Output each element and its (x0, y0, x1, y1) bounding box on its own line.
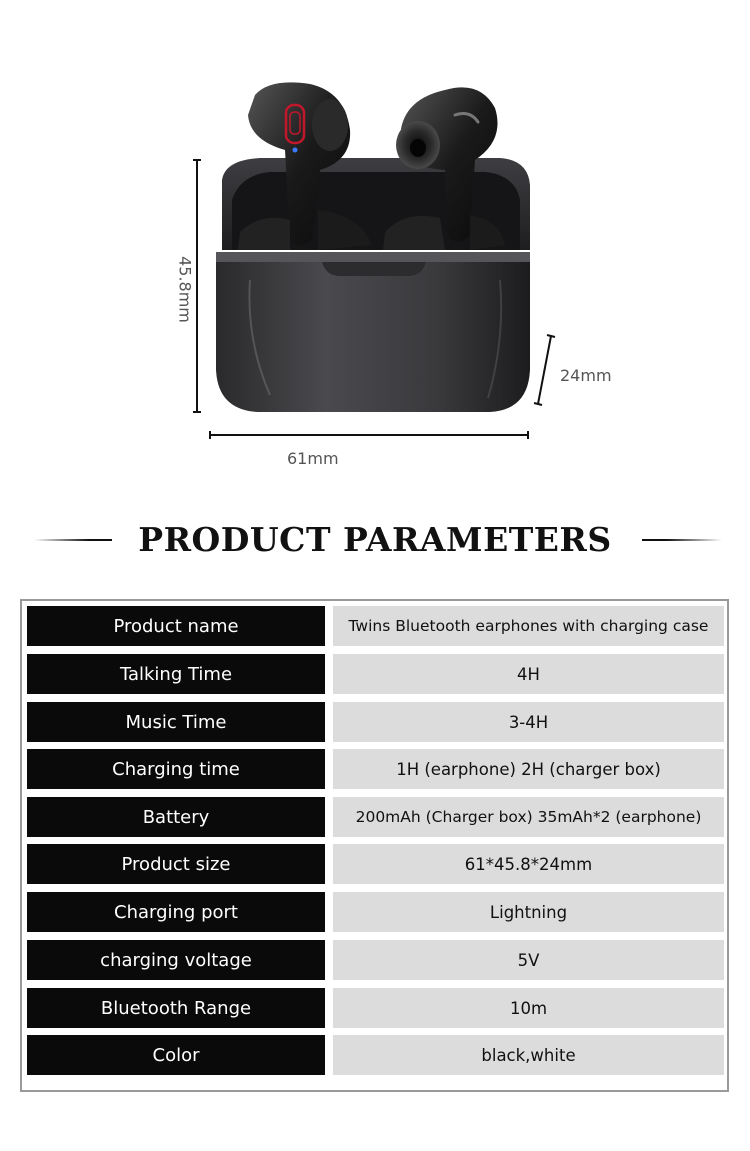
earbuds-case-illustration (0, 0, 750, 500)
table-row (27, 940, 724, 980)
parameter-value: 1H (earphone) 2H (charger box) (333, 749, 724, 789)
section-heading (0, 510, 750, 570)
parameter-label: Music Time (27, 702, 325, 742)
table-row (27, 1035, 724, 1075)
table-row (27, 844, 724, 884)
status-led-icon (293, 148, 298, 153)
parameter-label: Product name (27, 606, 325, 646)
table-row (27, 749, 724, 789)
width-dimension-label: 61mm (287, 449, 339, 468)
parameter-label: Battery (27, 797, 325, 837)
table-row (27, 988, 724, 1028)
parameter-value: 10m (333, 988, 724, 1028)
parameter-label: Charging time (27, 749, 325, 789)
parameter-label: Talking Time (27, 654, 325, 694)
table-row (27, 702, 724, 742)
parameter-value: 4H (333, 654, 724, 694)
parameter-value: Twins Bluetooth earphones with charging case (333, 606, 724, 646)
parameter-value: 5V (333, 940, 724, 980)
parameter-label: charging voltage (27, 940, 325, 980)
parameter-value: 3-4H (333, 702, 724, 742)
table-row (27, 606, 724, 646)
table-row (27, 892, 724, 932)
parameter-label: Bluetooth Range (27, 988, 325, 1028)
parameter-label: Charging port (27, 892, 325, 932)
heading-divider-right (642, 539, 722, 541)
table-row (27, 797, 724, 837)
table-row (27, 654, 724, 694)
page-title: PRODUCT PARAMETERS (138, 520, 612, 559)
parameters-table (20, 599, 729, 1092)
parameter-label: Color (27, 1035, 325, 1075)
parameter-value: 61*45.8*24mm (333, 844, 724, 884)
parameter-value: black,white (333, 1035, 724, 1075)
product-photo (0, 0, 750, 500)
parameter-label: Product size (27, 844, 325, 884)
height-dimension-label: 45.8mm (175, 256, 195, 323)
parameter-value: 200mAh (Charger box) 35mAh*2 (earphone) (333, 797, 724, 837)
parameter-value: Lightning (333, 892, 724, 932)
depth-dimension-label: 24mm (560, 366, 612, 385)
